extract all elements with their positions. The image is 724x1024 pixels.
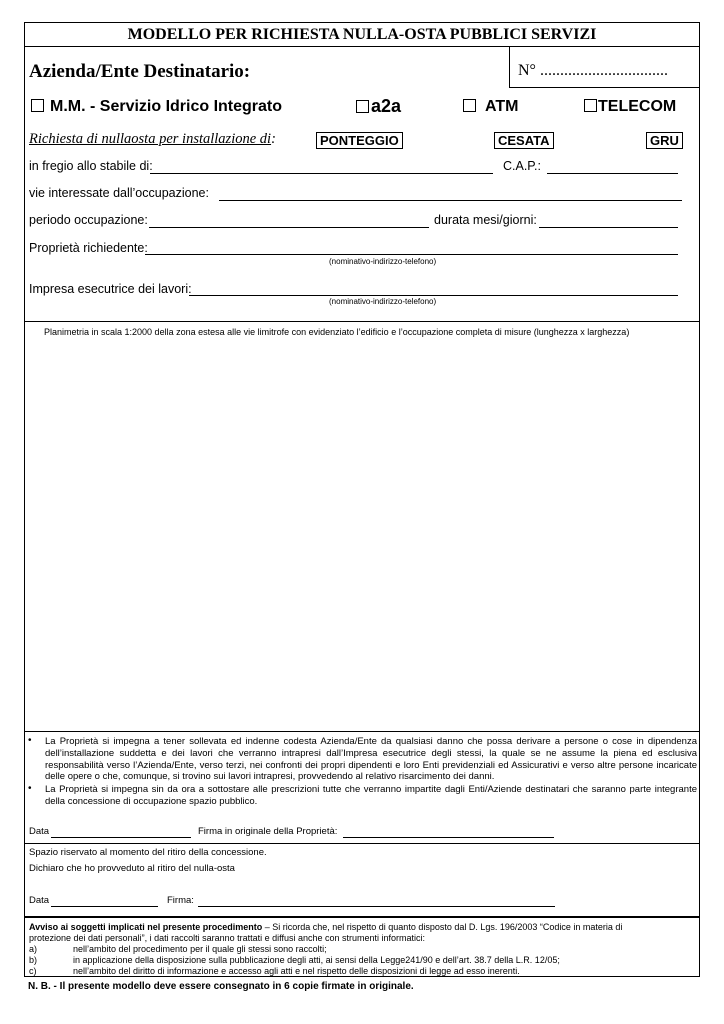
sign1-signature-input[interactable] xyxy=(343,837,554,838)
contractor-input[interactable] xyxy=(189,295,678,296)
company-option-atm[interactable] xyxy=(463,98,518,116)
option-cesata[interactable]: CESATA xyxy=(494,132,554,149)
privacy-item-a-letter: a) xyxy=(29,944,38,954)
withdrawal-date-input[interactable] xyxy=(51,906,158,907)
privacy-item-c-text: nell’ambito del diritto di informazione e accesso agli atti e nel rispetto delle disposizioni di legge ad esso inerenti. xyxy=(73,966,520,976)
company-label-a2a: a2a xyxy=(371,96,402,116)
building-input[interactable] xyxy=(150,173,493,174)
sign1-date-label: Data xyxy=(29,826,50,837)
sign1-date-input[interactable] xyxy=(51,837,191,838)
withdrawal-reserved: Spazio riservato al momento del ritiro della concessione. xyxy=(29,847,267,858)
period-label: periodo occupazione: xyxy=(29,213,148,227)
form-frame xyxy=(24,22,700,977)
commitment-1: La Proprietà si impegna a tener sollevata ed indenne codesta Azienda/Ente da qualsiasi danno che possa derivare a persone o cose in dipendenza dell’installazione suddetta e dei lavori che verranno intrapresi dall’Impresa esecutrice degli stessi, la quale se ne assume la piena ed esclusiva responsabilità verso l’Azienda/Ente, verso terzi, nei confronti dei propri dipendenti e loro Enti previdenziali ed Assicurativi e verso altre persone incaricate delle opere o che, comunque, si trovino sui lavori intrapresi, provvedendo al relativo risarcimento dei danni. xyxy=(45,736,697,783)
owner-label: Proprietà richiedente: xyxy=(29,241,148,255)
sign1-signature-label: Firma in originale della Proprietà: xyxy=(198,826,338,837)
protocol-number-field: N° ................................ xyxy=(518,62,668,79)
request-label xyxy=(29,131,276,148)
withdrawal-divider xyxy=(25,843,699,844)
request-label-colon: : xyxy=(271,131,276,147)
owner-hint: (nominativo-indirizzo-telefono) xyxy=(329,257,437,266)
contractor-label: Impresa esecutrice dei lavori: xyxy=(29,282,192,296)
checkbox-telecom[interactable] xyxy=(584,99,597,112)
privacy-divider xyxy=(25,916,699,918)
owner-input[interactable] xyxy=(145,254,678,255)
checkbox-a2a[interactable] xyxy=(356,100,369,113)
privacy-intro-text: – Si ricorda che, nel rispetto di quanto disposto dal D. Lgs. 196/2003 “Codice in materia di xyxy=(262,922,623,932)
company-option-mm[interactable] xyxy=(31,98,282,116)
withdrawal-signature-label: Firma: xyxy=(167,895,194,906)
company-option-a2a[interactable] xyxy=(356,96,401,117)
request-label-text: Richiesta di nullaosta per installazione di xyxy=(29,131,272,147)
privacy-heading: Avviso ai soggetti implicati nel presente procedimento xyxy=(29,922,263,932)
checkbox-mm[interactable] xyxy=(31,99,44,112)
cap-label: C.A.P.: xyxy=(503,159,541,173)
contractor-hint: (nominativo-indirizzo-telefono) xyxy=(329,297,437,306)
map-top-divider xyxy=(25,321,699,322)
bullet-1: • xyxy=(28,735,32,746)
duration-label: durata mesi/giorni: xyxy=(434,213,537,227)
privacy-item-a-text: nell’ambito del procedimento per il quale gli stessi sono raccolti; xyxy=(73,944,327,954)
recipient-label: Azienda/Ente Destinatario: xyxy=(29,61,251,82)
company-option-telecom[interactable] xyxy=(584,98,676,116)
privacy-item-b-letter: b) xyxy=(29,955,38,965)
streets-input[interactable] xyxy=(219,200,682,201)
map-caption: Planimetria in scala 1:2000 della zona estesa alle vie limitrofe con evidenziato l’edificio e l’occupazione completa di misure (lunghezza x larghezza) xyxy=(44,327,630,337)
bullet-2: • xyxy=(28,783,32,794)
withdrawal-declare: Dichiaro che ho provveduto al ritiro del nulla-osta xyxy=(29,863,235,874)
withdrawal-date-label: Data xyxy=(29,895,50,906)
duration-input[interactable] xyxy=(539,227,678,228)
privacy-intro-line2: protezione dei dati personali”, i dati raccolti saranno trattati e diffusi anche con strumenti informatici: xyxy=(29,933,426,943)
streets-label: vie interessate dall’occupazione: xyxy=(29,186,209,200)
number-box[interactable] xyxy=(509,46,700,88)
period-input[interactable] xyxy=(149,227,429,228)
map-drawing-area[interactable] xyxy=(25,339,698,732)
footer-note: N. B. - Il presente modello deve essere consegnato in 6 copie firmate in originale. xyxy=(28,981,414,992)
privacy-item-b-text: in applicazione della disposizione sulla pubblicazione degli atti, ai sensi della Legge241/90 e dell’art. 38.7 della L.R. 12/05; xyxy=(73,955,560,965)
commitments-divider xyxy=(25,731,699,732)
privacy-intro-line1 xyxy=(29,922,622,932)
company-label-atm: ATM xyxy=(485,98,519,115)
building-label: in fregio allo stabile di: xyxy=(29,159,153,173)
commitment-2: La Proprietà si impegna sin da ora a sottostare alle prescrizioni tutte che verranno impartite dagli Enti/Aziende destinatari che saranno parte integrante della concessione di occupazione spazio pubblico. xyxy=(45,784,697,807)
checkbox-atm[interactable] xyxy=(463,99,476,112)
company-label-telecom: TELECOM xyxy=(598,98,677,115)
withdrawal-signature-input[interactable] xyxy=(198,906,555,907)
cap-input[interactable] xyxy=(547,173,678,174)
company-label-mm: M.M. - Servizio Idrico Integrato xyxy=(50,98,283,115)
privacy-item-c-letter: c) xyxy=(29,966,37,976)
option-gru[interactable]: GRU xyxy=(646,132,683,149)
option-ponteggio[interactable]: PONTEGGIO xyxy=(316,132,403,149)
form-title: MODELLO PER RICHIESTA NULLA-OSTA PUBBLICI SERVIZI xyxy=(127,26,597,43)
